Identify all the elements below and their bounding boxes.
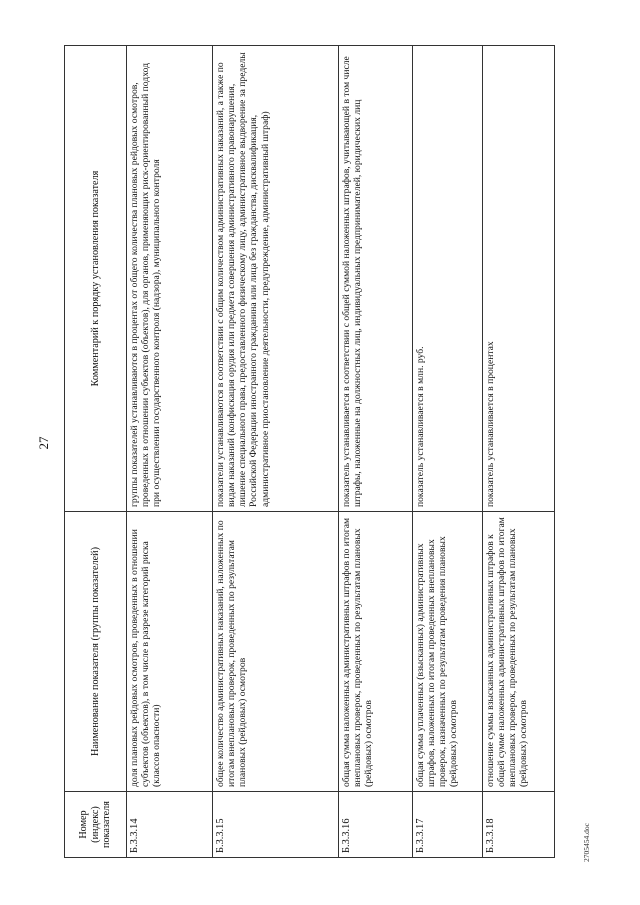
row-number: Б.3.3.16 — [339, 792, 413, 858]
table-row — [413, 46, 483, 858]
header-name: Наименование показателя (группы показателей) — [65, 512, 127, 792]
table-row — [339, 46, 413, 858]
table-header-row — [65, 46, 127, 858]
table-row — [213, 46, 339, 858]
indicators-table — [64, 45, 555, 858]
row-comment: показатель устанавливается в процентах — [483, 46, 555, 512]
row-name: общая сумма наложенных административных штрафов по итогам внеплановых проверок, проведенных по результатам плановых (рейдовых) осмотров — [339, 512, 413, 792]
row-name: общая сумма уплаченных (взысканных) административных штрафов, наложенных по итогам проведенных внеплановых проверок, назначенных по результатам проведения плановых (рейдовых) осмотров — [413, 512, 483, 792]
document-footer: 2705454.doc — [582, 823, 591, 862]
table-row — [483, 46, 555, 858]
header-number: Номер (индекс) показателя — [65, 792, 127, 858]
header-comment: Комментарий к порядку установления показателя — [65, 46, 127, 512]
row-number: Б.3.3.14 — [127, 792, 213, 858]
row-name: отношение суммы взысканных административных штрафов к общей сумме наложенных административных штрафов по итогам внеплановых проверок, проведенных по результатам плановых (рейдовых) осмотров — [483, 512, 555, 792]
page-number: 27 — [36, 436, 51, 450]
table-row — [127, 46, 213, 858]
row-number: Б.3.3.18 — [483, 792, 555, 858]
row-comment: группы показателей устанавливаются в процентах от общего количества плановых рейдовых осмотров, проведенных в отношении субъектов (объектов), для органов, применяющих риск-ориентированный подход при осуществлении государственного контроля (надзора), муниципального контроля — [127, 46, 213, 512]
row-comment: показатель устанавливается в соответствии с общей суммой наложенных штрафов, учитывающей в том числе штрафы, наложенные на должностных лиц, индивидуальных предпринимателей, юридических лиц — [339, 46, 413, 512]
row-comment: показатели устанавливаются в соответствии с общим количеством административных наказаний, а также по видам наказаний (конфискация орудия или предмета совершения административного правонарушения, лишение специального права, предоставленного физическому лицу, административное выдворение за пределы Российской Федерации иностранного гражданина или лица без гражданства, дисквалификация, административное приостановление деятельности, предупреждение, административный штраф) — [213, 46, 339, 512]
row-comment: показатель устанавливается в млн. руб. — [413, 46, 483, 512]
row-name: общее количество административных наказаний, наложенных по итогам внеплановых проверок, проведенных по результатам плановых (рейдовых) осмотров — [213, 512, 339, 792]
row-number: Б.3.3.17 — [413, 792, 483, 858]
row-name: доля плановых рейдовых осмотров, проведенных в отношении субъектов (объектов), в том числе в разрезе категорий риска (классов опасности) — [127, 512, 213, 792]
rotated-table-container — [64, 46, 554, 858]
row-number: Б.3.3.15 — [213, 792, 339, 858]
